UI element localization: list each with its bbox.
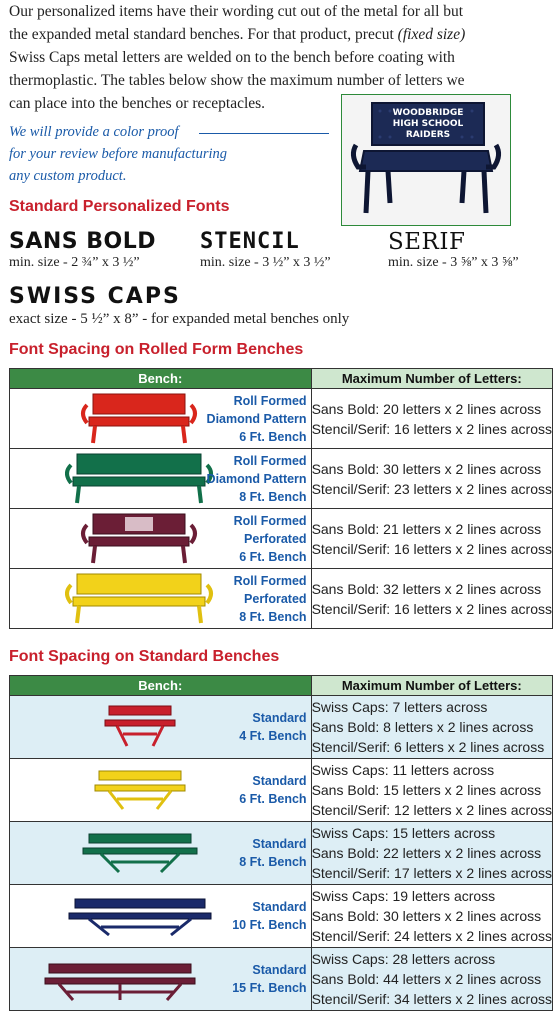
max-letters-line: Stencil/Serif: 34 letters x 2 lines across [311,991,552,1007]
bench-image [65,451,215,506]
sign-line-1: WOODBRIDGE [392,108,464,118]
max-letters-line: Swiss Caps: 15 letters across [311,825,496,841]
fixed-size-note: (fixed size) [397,26,466,43]
bench-image [65,571,215,626]
bench-label [239,696,306,758]
proof-divider [199,133,329,134]
max-letters-line: Sans Bold: 32 letters x 2 lines across [311,580,542,597]
table-row [10,389,553,449]
personalized-bench-photo [341,94,511,226]
bench-label-line: Roll Formed [233,513,307,528]
column-header-max-letters: Maximum Number of Letters: [311,369,552,389]
max-letters-line: Sans Bold: 15 letters x 2 lines across [311,782,542,798]
bench-label-line: 6 Ft. Bench [239,549,307,564]
font-sample-serif: SERIF [388,229,466,255]
bench-label-line: 6 Ft. Bench [239,792,307,806]
max-letters-cell [311,822,552,885]
max-letters-line: Sans Bold: 30 letters x 2 lines across [311,460,542,477]
font-sample-stencil: STENCIL [200,229,300,254]
max-letters-line: Stencil/Serif: 6 letters x 2 lines across [311,739,545,755]
font-size-swiss-caps: exact size - 5 ½” x 8” - for expanded metal benches only [9,311,350,327]
bench-image [65,511,215,566]
max-letters-line: Stencil/Serif: 23 letters x 2 lines across [311,480,552,497]
max-letters-line: Swiss Caps: 28 letters across [311,951,496,967]
bench-label [207,449,307,508]
bench-label-line: Roll Formed [233,573,307,588]
bench-cell [10,696,312,759]
max-letters-cell [311,449,552,509]
table-row [10,569,553,629]
font-sample-sans-bold: SANS BOLD [9,229,157,254]
bench-cell [10,759,312,822]
max-letters-line: Stencil/Serif: 24 letters x 2 lines across [311,928,552,944]
max-letters-line: Swiss Caps: 11 letters across [311,762,495,778]
bench-image [65,761,215,816]
bench-image [65,824,215,879]
table-row [10,759,553,822]
bench-label [239,822,306,884]
max-letters-line: Swiss Caps: 7 letters across [311,699,488,715]
max-letters-line: Sans Bold: 44 letters x 2 lines across [311,971,542,987]
font-size-sans-bold: min. size - 2 ¾” x 3 ½” [9,255,140,270]
max-letters-cell [311,569,552,629]
rolled-benches-table [9,368,553,629]
bench-label-line: Perforated [244,531,307,546]
color-proof-note [9,121,227,187]
proof-line: for your review before manufacturing [9,146,228,162]
table-row [10,509,553,569]
max-letters-cell [311,696,552,759]
sign-line-2: HIGH SCHOOL [392,119,464,129]
bench-label-line: Roll Formed [233,453,307,468]
table-row [10,822,553,885]
table-row [10,885,553,948]
max-letters-line: Stencil/Serif: 16 letters x 2 lines across [311,420,552,437]
bench-photo-illustration [342,95,510,225]
max-letters-cell [311,509,552,569]
bench-label-line: 6 Ft. Bench [239,429,307,444]
max-letters-line: Stencil/Serif: 17 letters x 2 lines across [311,865,552,881]
intro-line: Swiss Caps metal letters are welded on to the bench before coating with [9,49,455,66]
column-header-bench: Bench: [10,676,312,696]
bench-cell [10,569,312,629]
bench-label-line: 4 Ft. Bench [239,729,307,743]
sign-line-3: RAIDERS [405,130,451,140]
bench-image [65,887,215,942]
max-letters-line: Sans Bold: 22 letters x 2 lines across [311,845,542,861]
bench-label [234,569,307,628]
bench-label [232,885,306,947]
max-letters-line: Swiss Caps: 19 letters across [311,888,496,904]
bench-label-line: Standard [252,837,307,851]
bench-label [207,389,307,448]
max-letters-line: Sans Bold: 8 letters x 2 lines across [311,719,534,735]
max-letters-line: Sans Bold: 21 letters x 2 lines across [311,520,542,537]
max-letters-cell [311,389,552,449]
bench-label-line: 8 Ft. Bench [239,855,307,869]
max-letters-cell [311,948,552,1011]
bench-label-line: Roll Formed [233,393,307,408]
bench-image [65,391,215,446]
max-letters-line: Sans Bold: 20 letters x 2 lines across [311,400,542,417]
bench-label-line: Diamond Pattern [206,411,307,426]
bench-cell [10,509,312,569]
proof-line: We will provide a color proof [9,124,179,140]
intro-line [9,23,551,46]
bench-label-line: Perforated [244,591,307,606]
bench-label [234,509,307,568]
proof-line: any custom product. [9,168,127,184]
bench-label [239,759,306,821]
bench-cell [10,948,312,1011]
bench-image [65,698,215,753]
intro-line: thermoplastic. The tables below show the maximum number of letters we [9,72,465,89]
bench-cell [10,389,312,449]
bench-cell [10,449,312,509]
bench-label-line: Standard [252,774,307,788]
table-row [10,696,553,759]
font-size-serif: min. size - 3 ⅝” x 3 ⅝” [388,255,519,270]
rolled-section-heading: Font Spacing on Rolled Form Benches [9,341,304,358]
bench-label-line: 15 Ft. Bench [232,981,307,995]
standard-benches-table [9,675,553,1011]
bench-label-line: 10 Ft. Bench [232,918,307,932]
column-header-bench: Bench: [10,369,312,389]
bench-label-line: 8 Ft. Bench [239,609,307,624]
column-header-max-letters: Maximum Number of Letters: [311,676,552,696]
max-letters-line: Stencil/Serif: 12 letters x 2 lines across [311,802,552,818]
standard-section-heading: Font Spacing on Standard Benches [9,648,280,665]
intro-line-text: the expanded metal standard benches. For that product, precut [9,26,394,43]
max-letters-cell [311,759,552,822]
font-size-stencil: min. size - 3 ½” x 3 ½” [200,255,331,270]
table-row [10,449,553,509]
max-letters-line: Sans Bold: 30 letters x 2 lines across [311,908,542,924]
bench-cell [10,822,312,885]
bench-cell [10,885,312,948]
bench-image [20,950,220,1005]
bench-label-line: Standard [252,963,307,977]
fonts-heading: Standard Personalized Fonts [9,198,230,215]
table-row [10,948,553,1011]
intro-line: can place into the benches or receptacles. [9,95,266,112]
max-letters-cell [311,885,552,948]
bench-label [232,948,306,1010]
bench-label-line: Standard [252,900,307,914]
font-sample-swiss-caps: SWISS CAPS [9,284,181,309]
bench-label-line: Diamond Pattern [206,471,307,486]
max-letters-line: Stencil/Serif: 16 letters x 2 lines across [311,540,552,557]
bench-label-line: 8 Ft. Bench [239,489,307,504]
intro-line: Our personalized items have their wording cut out of the metal for all but [9,3,464,20]
max-letters-line: Stencil/Serif: 16 letters x 2 lines across [311,600,552,617]
bench-label-line: Standard [252,711,307,725]
